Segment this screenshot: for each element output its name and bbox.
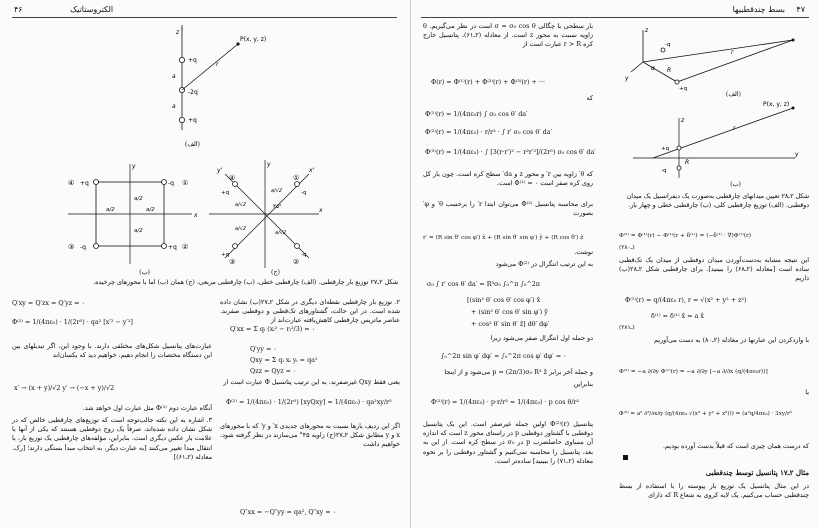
fig-c-charge-1: +q [221, 190, 230, 196]
fig28b-label-R: R [685, 159, 690, 166]
left-eq-q2: Q′xx = Σ qᵢ (xᵢ² − rᵢ²/3) = ۰ [230, 325, 316, 333]
fig-b-axis-x: x [194, 212, 198, 219]
fig-b-number-2: ② [182, 243, 189, 251]
figure-c-rotated-quadrupole [205, 158, 325, 270]
right-para-5: به این ترتیب انتگرال در Φ⁽²⁾ می‌شود [495, 260, 593, 268]
right-eq-10: ∫₀^2π sin φ′ dφ′ = ∫₀^2π cos φ′ dφ′ = ۰ [441, 352, 567, 360]
left-eq-l1: Φ⁽²⁾ = 1/(4πε₀) · 1/(2r⁵) · qa² [x′² − y′²] [12, 318, 133, 326]
right-eq-5: r′ = (R sin θ′ cos φ′) x̂ + (R sin θ′ sin φ′) ŷ + (R cos θ′) ẑ [423, 235, 584, 241]
fig-b-a-half-4: a/2 [146, 207, 155, 213]
fig-a-r-label: r [216, 61, 219, 68]
right-side-para-2: با واردکردن این عبارتها در معادله (۲ـ۸۰) به دست می‌آوریم [654, 336, 809, 344]
left-para-3: اگر این ردیف بارها نسبت به محورهای جدیدی x′ و y′ که با محورهای x و y مطابق شکل ۲ـ۲۷(ج) زاویه ۴۵° می‌سازند در نظر گرفته شود، خواهیم داشت [220, 422, 401, 449]
fig-c-number-4: ④ [229, 174, 236, 182]
left-eq-q3: Q′yy = ۰ [250, 345, 277, 353]
right-para-9: پتانسیل Φ⁽²⁾(r) اولین جمله غیرصفر است. این یک پتانسیل دوقطبی با گشتاور دوقطبی p در راستای محور z است که اندازه آن مساوی حاصلضرب p در σ₀ در سطح کره است. از این به بعد، پتانسیل را محاسبه نمی‌کنیم و گشتاور دوقطبی را بر نحوه معادله (۲ـ۷۱) را ببینید] ساده‌تر است. [423, 420, 594, 465]
fig28a-label-minus-q: -q [665, 42, 671, 48]
fig28b-label-z: z [681, 117, 685, 124]
fig-c-charge-3: +q [221, 252, 230, 258]
fig-b-charge-tr: -q [168, 180, 174, 187]
fig-b-axis-y: y [132, 163, 136, 170]
example-title: مثال ۲ـ۱۷ پتانسیل توسط چندقطبی [705, 468, 809, 477]
fig-c-charge-2: -q [301, 190, 307, 196]
fig28b-point-label: P(x, y, z) [763, 101, 790, 108]
right-side-eq-2: Φ⁽¹⁾(r) = q/(4πε₀ r), r = √(x² + y² + z²) [625, 296, 747, 304]
right-side-eq-5: Φ⁽²⁾ = a² ∂²/∂x∂y (q/(4πε₀ √(x² + y² + z²))) = (a²q/4πε₀) · 3xy/r⁵ [619, 411, 792, 417]
right-eq-2: Φ⁽¹⁾(r) = 1/(4πε₀r) ∫ σ₀ cos θ′ da′ [425, 110, 528, 118]
right-page [410, 0, 818, 528]
left-running-title: الکتروستاتیک [70, 5, 114, 14]
figure-27-caption: شکل ۲ـ۲۷ توزیع بار چارقطبی. (الف) چارقطبی خطی، (ب) چارقطبی مربعی، (ج) همان (ب) اما با محورهای چرخیده. [93, 279, 398, 286]
right-para-6: دو جمله اول انتگرال صفر می‌شود زیرا [490, 334, 593, 342]
fig-c-label-3: a/√2 [235, 226, 247, 232]
right-para-7: و جمله آخر برابر p = (2π/3)σ₀ R³ ẑ می‌شود و از اینجا [444, 368, 593, 376]
right-para-3: برای محاسبه پتانسیل Φ⁽²⁾ می‌توان ابتدا r′ را برحسب θ′ و φ′ بصورت [423, 200, 593, 218]
fig-c-axis-xp: x' [309, 167, 315, 174]
fig-c-label-4: a/√2 [275, 230, 287, 236]
fig-c-number-2: ② [293, 258, 300, 266]
fig-c-label-1: a/√2 [271, 188, 283, 194]
right-side-para-4: که درست همان چیزی است که قبلاً بدست آورده بودیم. [663, 442, 809, 450]
right-side-eq-3-number: (۲ـ۸۱) [619, 325, 635, 331]
fig28a-label-alpha: α [651, 65, 655, 72]
fig-b-caption: (ب) [139, 269, 150, 276]
right-side-para-3: یا [805, 388, 809, 396]
fig28b-label-r: r [733, 125, 736, 132]
right-side-eq-3: δ⁽¹⁾ = δ⁽¹⁾ x̂ = a x̂ [651, 312, 705, 320]
right-para-4: نوشت. [574, 248, 593, 256]
end-of-proof-square [623, 455, 628, 460]
left-eq-bottom: Q″xx = −Q″yy = qa², Q″xy = ۰ [240, 508, 337, 516]
left-para-1: ۲. توزیع بار چارقطبی نقطه‌ای دیگری در شکل ۲ـ۲۷(ب) نشان داده شده است. در این حالت، گشتاورهای تک‌قطبی و دوقطبی صفرند. عناصر ماتریس چارقطبی کاهش‌یافته عبارت‌اند از [220, 298, 400, 325]
fig-a-axis-z: z [176, 29, 180, 36]
left-para-l2: آنگاه عبارت دوم Φ⁽²⁾ مثل عبارت اول خواهد شد. [82, 404, 212, 412]
left-eq-q4: Qxy = Σ qᵢ xᵢ yᵢ = qa² [250, 356, 318, 364]
right-para-ke: که [586, 94, 593, 102]
fig28a-label-z: z [645, 27, 649, 34]
fig-b-number-3: ③ [68, 243, 75, 251]
fig-c-label-2: a/√2 [235, 202, 247, 208]
right-eq-7: [(sin² θ′ cos θ′ cos φ′) x̂ [467, 296, 541, 304]
right-eq-4: Φ⁽³⁾(r) = 1/(4πε₀) · ∫ [3(r·r′)² − r²r′²]/(2r⁵) σ₀ cos θ′ da′ [425, 148, 596, 156]
fig-a-a-label-2: a [172, 103, 176, 110]
fig-b-a-half-2: a/2 [134, 228, 143, 234]
right-side-eq-4: Φ⁽²⁾ = −a ∂/∂y Φ⁽¹⁾(r) = −a ∂/∂y [−a ∂/∂x (q/(4πε₀r))] [619, 369, 768, 375]
fig-c-charge-4: -q [301, 252, 307, 258]
fig28a-label-plus-q: +q [679, 86, 688, 92]
right-eq-3: Φ⁽²⁾(r) = 1/(4πε₀) · r/r³ · ∫ r′ σ₀ cos θ′ da′ [425, 128, 553, 136]
fig-c-axis-yp: y' [217, 167, 223, 174]
figure-28-caption: شکل ۲ـ۲۸ تعیین میدانهای چارقطبی به‌صورت یک دیفرانسیل یک میدان دوقطبی. (الف) توزیع چارقطبی کلی، (ب) چارقطبی خطی و چهار بار. [626, 193, 809, 209]
fig28a-label-R: R [667, 67, 672, 74]
fig28b-label-y: y [795, 151, 799, 158]
fig-a-charge-mid: -2q [188, 89, 198, 96]
right-eq-9: + cos² θ′ sin θ′ ẑ] dθ′ dφ′ [471, 320, 550, 328]
fig28a-label-y: y [625, 75, 629, 82]
fig28a-caption: (الف) [725, 91, 741, 98]
left-eq-l2: x′ → (x + y)/√2 y′ → (−x + y)/√2 [14, 384, 115, 392]
right-para-8: بنابراین [573, 380, 593, 388]
fig-b-charge-bl: -q [80, 244, 86, 251]
left-eq-q5: Qzz = Qyz = ۰ [250, 367, 297, 375]
figure-28a-quadrupole-general [623, 22, 803, 94]
fig28b-label-plus-q: +q [661, 146, 670, 152]
right-running-title: بسط چندقطبیها [732, 5, 785, 14]
figure-28b-quadrupole-line [623, 98, 803, 180]
right-eq-11: Φ⁽²⁾(r) = 1/(4πε₀) · p·r/r³ = 1/(4πε₀) · p cos θ/r² [431, 398, 580, 406]
fig-a-a-label-1: a [172, 73, 176, 80]
left-para-2: بعنی فقط Qxy غیرصفرند. به این ترتیب پتانسیل Φ عبارت است از [223, 378, 400, 386]
figure-a-linear-quadrupole [120, 22, 270, 142]
fig28b-label-minus-q: -q [661, 168, 667, 174]
fig-a-caption: (الف) [184, 141, 200, 148]
right-side-eq-1-number: (۲ـ۸۰) [619, 245, 635, 251]
right-side-para-1: این نتیجه مشابه به‌دست‌آوردن میدان دوقطبی از میدان یک تک‌قطبی ساده است [معادله (۲ـ۶۸) را ببینید]. برای چارقطبی شکل ۲ـ۲۸(ب) داریم [619, 256, 809, 283]
fig-c-number-3: ③ [229, 258, 236, 266]
left-header-rule [12, 17, 397, 18]
fig-c-axis-y: y [267, 161, 271, 168]
right-side-para-5: در این مثال پتانسیل یک توزیع بار پیوسته را با استفاده از بسط چندقطبی حساب می‌کنیم. یک لایه کروی به شعاع R که دارای [619, 482, 809, 500]
fig-b-charge-br: +q [168, 244, 177, 251]
right-eq-6: σ₀ ∫ r′ cos θ′ da′ = R³σ₀ ∫₀^π ∫₀^2π [427, 280, 541, 288]
fig28b-caption: (ب) [730, 181, 741, 188]
right-para-1: بار سطحی با چگالی σ = σ₀ cos θ است در نظر می‌گیریم. θ زاویه نسبت به محور z است. از معادله (۲ـ۶۱)، پتانسیل خارج کره r > R عبارت است از [423, 22, 593, 49]
right-para-2: که θ′ زاویه بین r′ و محور z و da′ سطح کره است. چون بار کل روی کره صفر است Φ⁽¹⁾ = ۰ است. [423, 170, 593, 188]
fig-c-number-1: ① [293, 174, 300, 182]
left-eq-q1: Q′xy = Q′zx = Q′yz = ۰ [12, 299, 85, 307]
right-eq-8: + (sin² θ′ cos θ′ sin φ′) ŷ [471, 308, 548, 316]
right-page-number: ۴۷ [796, 5, 805, 14]
right-eq-1: Φ(r) = Φ⁽¹⁾(r) + Φ⁽²⁾(r) + Φ⁽³⁾(r) + ··· [431, 78, 545, 86]
figure-b-square-quadrupole [60, 160, 200, 270]
fig28a-label-r: r [731, 49, 734, 56]
right-header-rule [421, 17, 809, 18]
left-para-l1: عبارت‌های پتانسیل شکل‌های مختلفی دارند. با وجود این، اگر تبدیلهای بین این دستگاه مختصات را انجام دهیم، خواهیم دید که یکسان‌اند [12, 342, 212, 360]
left-eq-phi1: Φ⁽²⁾ = 1/(4πε₀) · 1/(2r⁵) [xyQxy] = 1/(4πε₀) · qa²xy/r⁵ [226, 398, 392, 406]
fig-c-caption: (ج) [271, 269, 280, 276]
fig-b-number-1: ① [182, 179, 189, 187]
fig-a-charge-bottom: +q [188, 117, 197, 124]
fig-a-point-label: P(x, y, z) [240, 36, 267, 43]
fig-b-a-half-1: a/2 [134, 196, 143, 202]
fig-b-a-half-3: a/2 [106, 207, 115, 213]
fig-b-number-4: ④ [68, 179, 75, 187]
left-para-l3: ۳. اشاره به این نکته جالب‌توجه است که توزیع‌های چارقطبی خالص که در شکل نشان داده شده‌اند، صرفاً یک زوج دوقطبی هستند که یکی از آنها با علامت بار عکس دیگری است. بنابراین، مؤلفه‌های چارقطبی یک توزیع بار، با انتقال مبدأ تغییر می‌کنند [به عبارت دیگر، به انتخاب مبدأ بستگی دارند؛ [رک. معادله (۲ـ۶۱)] [12, 416, 212, 461]
left-page-number: ۴۶ [14, 5, 23, 14]
right-side-eq-1: Φ⁽²⁾ = Φ⁽¹⁾(r) − Φ⁽¹⁾(r + δ⁽¹⁾) = (−δ⁽¹⁾ · ∇)Φ⁽¹⁾(r) [619, 233, 752, 239]
fig-a-charge-top: +q [188, 57, 197, 64]
fig-b-charge-tl: +q [80, 180, 89, 187]
fig-c-axis-x: x [319, 207, 323, 214]
fig-c-angle: ۴۵° [273, 204, 282, 210]
